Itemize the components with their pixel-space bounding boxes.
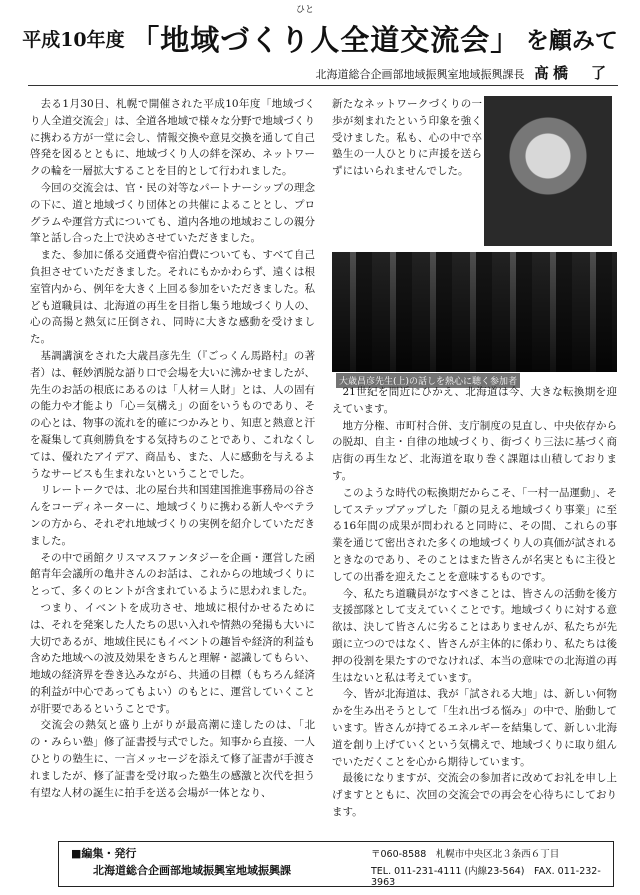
author-line bbox=[315, 62, 610, 83]
footer-tel: TEL. 011-231-4111 (内線23-564) FAX. 011-232-3963 bbox=[371, 866, 601, 888]
paragraph: リレートークでは、北の屋台共和国建国推進事務局の谷さんをコーディネーターに、地域づくりに携わる新人やベテランの方から、それぞれ地域づくりの実例を紹介していただきました。 bbox=[30, 484, 315, 547]
footer-label: ■編集・発行 bbox=[71, 847, 137, 860]
author-affiliation: 北海道総合企画部地域振興室地域振興課長 bbox=[315, 68, 525, 81]
paragraph: 21世紀を間近にひかえ、北海道は今、大きな転換期を迎えています。 bbox=[332, 386, 617, 415]
page-title bbox=[0, 18, 640, 59]
paragraph: 今、私たち道職員がなすべきことは、皆さんの活動を後方支援部隊として支えていくことです。地域づくりに対する意欲は、決して皆さんに劣ることはありませんが、私たちが先頭に立つのではなく、皆さんが主体的に係わり、私たちは後押の役割を果たすのでなければ、本当の意味での北海道の再生はないと私は考えています。 bbox=[332, 587, 617, 684]
author-name: 髙橋 了 bbox=[533, 64, 610, 82]
title-main: 「地域づくり人全道交流会」 bbox=[130, 23, 521, 57]
speaker-photo bbox=[484, 96, 612, 246]
footer-address: 〒060-8588 札幌市中央区北３条西６丁目 bbox=[371, 849, 560, 860]
title-ruby: ひと bbox=[296, 5, 315, 15]
audience-photo bbox=[332, 252, 617, 372]
publisher-box bbox=[58, 841, 614, 887]
right-bottom-column bbox=[332, 384, 617, 836]
title-year: 平成10年度 bbox=[22, 29, 125, 51]
paragraph: 今、皆が北海道は、我が「試される大地」は、新しい何物かを生み出そうとして「生れ出づる悩み」の中で、胎動しています。皆さんが持てるエネルギーを結集して、新しい北海道を創り上げていくという気構えで、地域づくりに取り組んでいただくことを心から期待しています。 bbox=[332, 688, 617, 768]
left-column bbox=[30, 96, 315, 836]
paragraph: 最後になりますが、交流会の参加者に改めてお礼を申し上げますとともに、次回の交流会での再会を心待ちにしております。 bbox=[332, 772, 617, 818]
paragraph: また、参加に係る交通費や宿泊費についても、すべて自己負担させていただきました。それにもかかわらず、遠くは根室管内から、例年を大きく上回る参加をいただきました。私ども道職員は、北海道の再生を目指し集う地域づくり人の、心の高揚と熱気に圧倒され、同時に大きな感動を受けました。 bbox=[30, 249, 315, 346]
right-top-column bbox=[332, 96, 482, 252]
paragraph: 基調講演をされた大歳昌彦先生（『ごっくん馬路村』の著者）は、軽妙洒脱な語り口で会場を大いに沸かせましたが、先生のお話の根底にあるのは「人材＝人財」とは、人の固有の能力や才能より「心＝気構え」の面をいうものであり、その心とは、物事の流れを的確につかみとり、知恵と熱意と汗を凝集して真剣勝負をする気持ちのことであり、これなくしては、優れたアイデア、商品も、また、人に感動を与えるようなサービスも生まれないということでした。 bbox=[30, 349, 315, 480]
paragraph: 今回の交流会は、官・民の対等なパートナーシップの理念の下に、道と地域づくり団体との共催によることとし、プログラムや運営方式についても、道内各地の地域おこしの親分筆と話し合った上で決めさせていただきました。 bbox=[30, 181, 315, 245]
paragraph: 新たなネットワークづくりの一歩が刻まれたという印象を強く受けました。私も、心の中で卒塾生の一人ひとりに声援を送らずにはいられませんでした。 bbox=[332, 98, 482, 178]
paragraph: このような時代の転換期だからこそ、「一村一品運動」、そしてステップアップした「顔の見える地域づくり事業」に至る16年間の成果が問われると同時に、その間、これらの事業を通じて密出された多くの地域づくり人の真価が試されるときなのであり、そのことはまた皆さんが名実ともに主役としての出番を迎えたことを意味するものです。 bbox=[332, 486, 617, 583]
title-rest: を顧みて bbox=[525, 27, 618, 54]
paragraph: 去る1月30日、札幌で開催された平成10年度「地域づくり人全道交流会」は、全道各地域で様々な分野で地域づくりに携わる方が一堂に会し、情報交換や意見交換を通して自己啓発を図るとともに、地域づくり人の絆を深め、ネットワークの輪を一層拡大することを目的として行われました。 bbox=[30, 98, 315, 178]
photo-caption: 大歳昌彦先生(上)の話しを熱心に聴く参加者 bbox=[336, 373, 520, 388]
title-divider bbox=[28, 85, 618, 86]
paragraph: その中で函館クリスマスファンタジーを企画・運営した函館青年会議所の亀井さんのお話は、これからの地域づくりにとって、多くのヒントが含まれているように思われました。 bbox=[30, 551, 315, 598]
footer-org: 北海道総合企画部地域振興室地域振興課 bbox=[93, 864, 291, 877]
paragraph: つまり、イベントを成功させ、地域に根付かせるためには、それを発案した人たちの思い入れや情熱の発揚も大いに大切であるが、地域住民にもイベントの趣旨や経済的利益も含めた地域への波及効果をきちんと理解・認識してもらい、地域の経済界を巻き込みながら、共通の目標（もちろん経済的利益が中心であってもよい）のもとに、運営していくことが肝要であるということです。 bbox=[30, 601, 315, 715]
paragraph: 地方分権、市町村合併、支庁制度の見直し、中央依存からの脱却、自主・自律の地域づくり、街づくり三法に基づく商店街の再生など、北海道を取り巻く課題は山積しております。 bbox=[332, 419, 617, 482]
paragraph: 交流会の熱気と盛り上がりが最高潮に達したのは、「北の・みらい塾」修了証書授与式でした。知事から直接、一人ひとりの塾生に、一言メッセージを添えて修了証書が手渡されましたが、修了証書を受け取った塾生の感激と次代を担う有望な人材の誕生に拍手を送る会場が一体となり、 bbox=[30, 719, 315, 799]
